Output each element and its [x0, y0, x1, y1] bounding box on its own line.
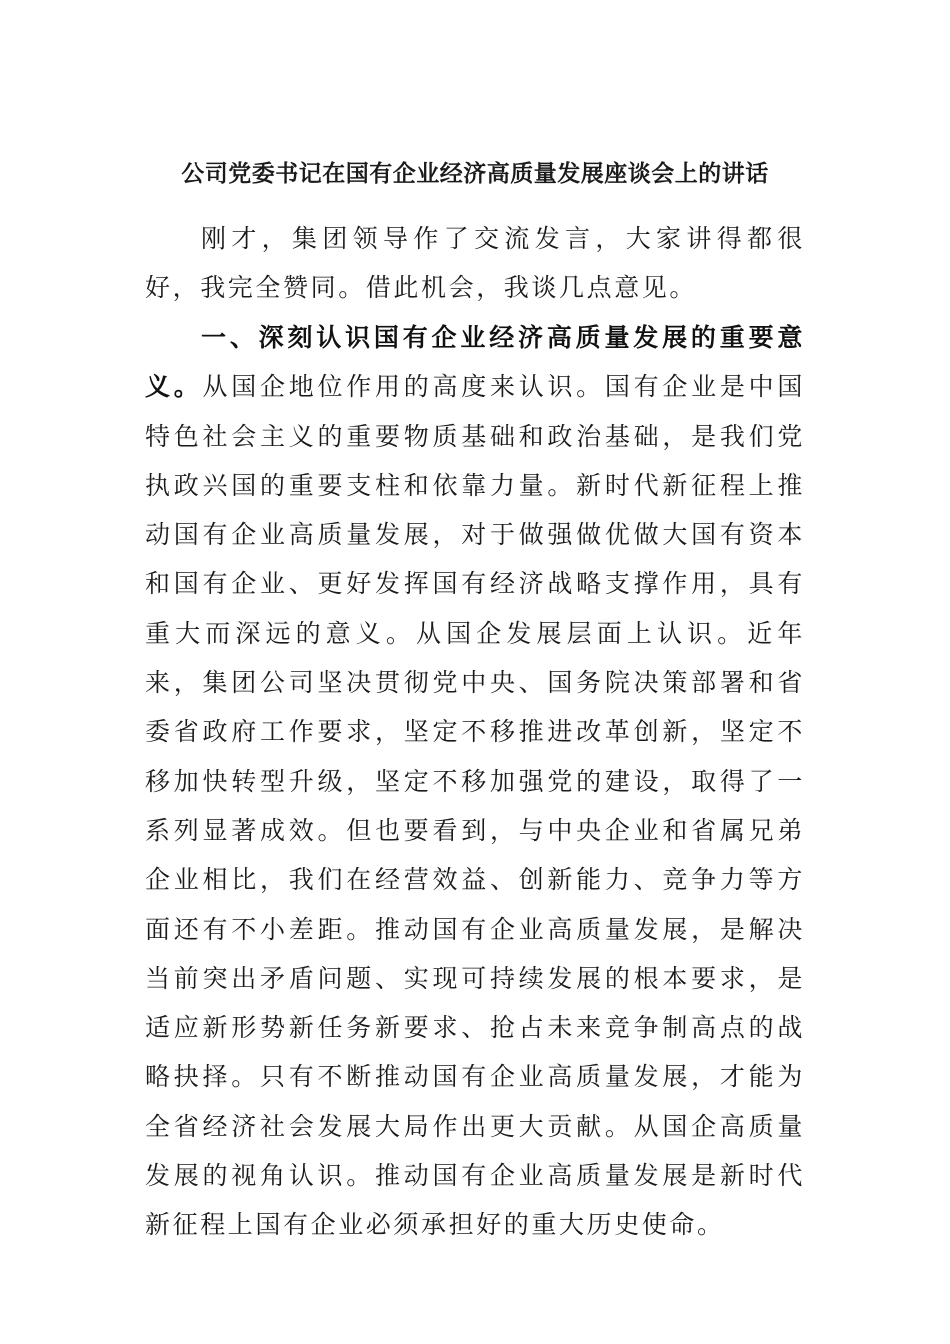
paragraph-opening: 刚才，集团领导作了交流发言，大家讲得都很好，我完全赞同。借此机会，我谈几点意见。	[145, 224, 805, 303]
section-one-body: 从国企地位作用的高度来认识。国有企业是中国特色社会主义的重要物质基础和政治基础，是我们党执政兴国的重要支柱和依靠力量。新时代新征程上推动国有企业高质量发展，对于做强做优做大国有资本和国有企业、更好发挥国有经济战略支撑作用，具有重大而深远的意义。从国企发展层面上认识。近年来，集团公司坚决贯彻党中央、国务院决策部署和省委省政府工作要求，坚定不移推进改革创新，坚定不移加快转型升级，坚定不移加强党的建设，取得了一系列显著成效。但也要看到，与中央企业和省属兄弟企业相比，我们在经营效益、创新能力、竞争力等方面还有不小差距。推动国有企业高质量发展，是解决当前突出矛盾问题、实现可持续发展的根本要求，是适应新形势新任务新要求、抢占未来竞争制高点的战略抉择。只有不断推动国有企业高质量发展，才能为全省经济社会发展大局作出更大贡献。从国企高质量发展的视角认识。推动国有企业高质量发展是新时代新征程上国有企业必须承担好的重大历史使命。	[145, 372, 805, 1240]
document-title: 公司党委书记在国有企业经济高质量发展座谈会上的讲话	[181, 160, 769, 187]
section-one-heading: 一、深刻认识国有企业经济高质量发展的重要意义。	[145, 323, 805, 402]
paragraph-section-one	[145, 313, 805, 1250]
